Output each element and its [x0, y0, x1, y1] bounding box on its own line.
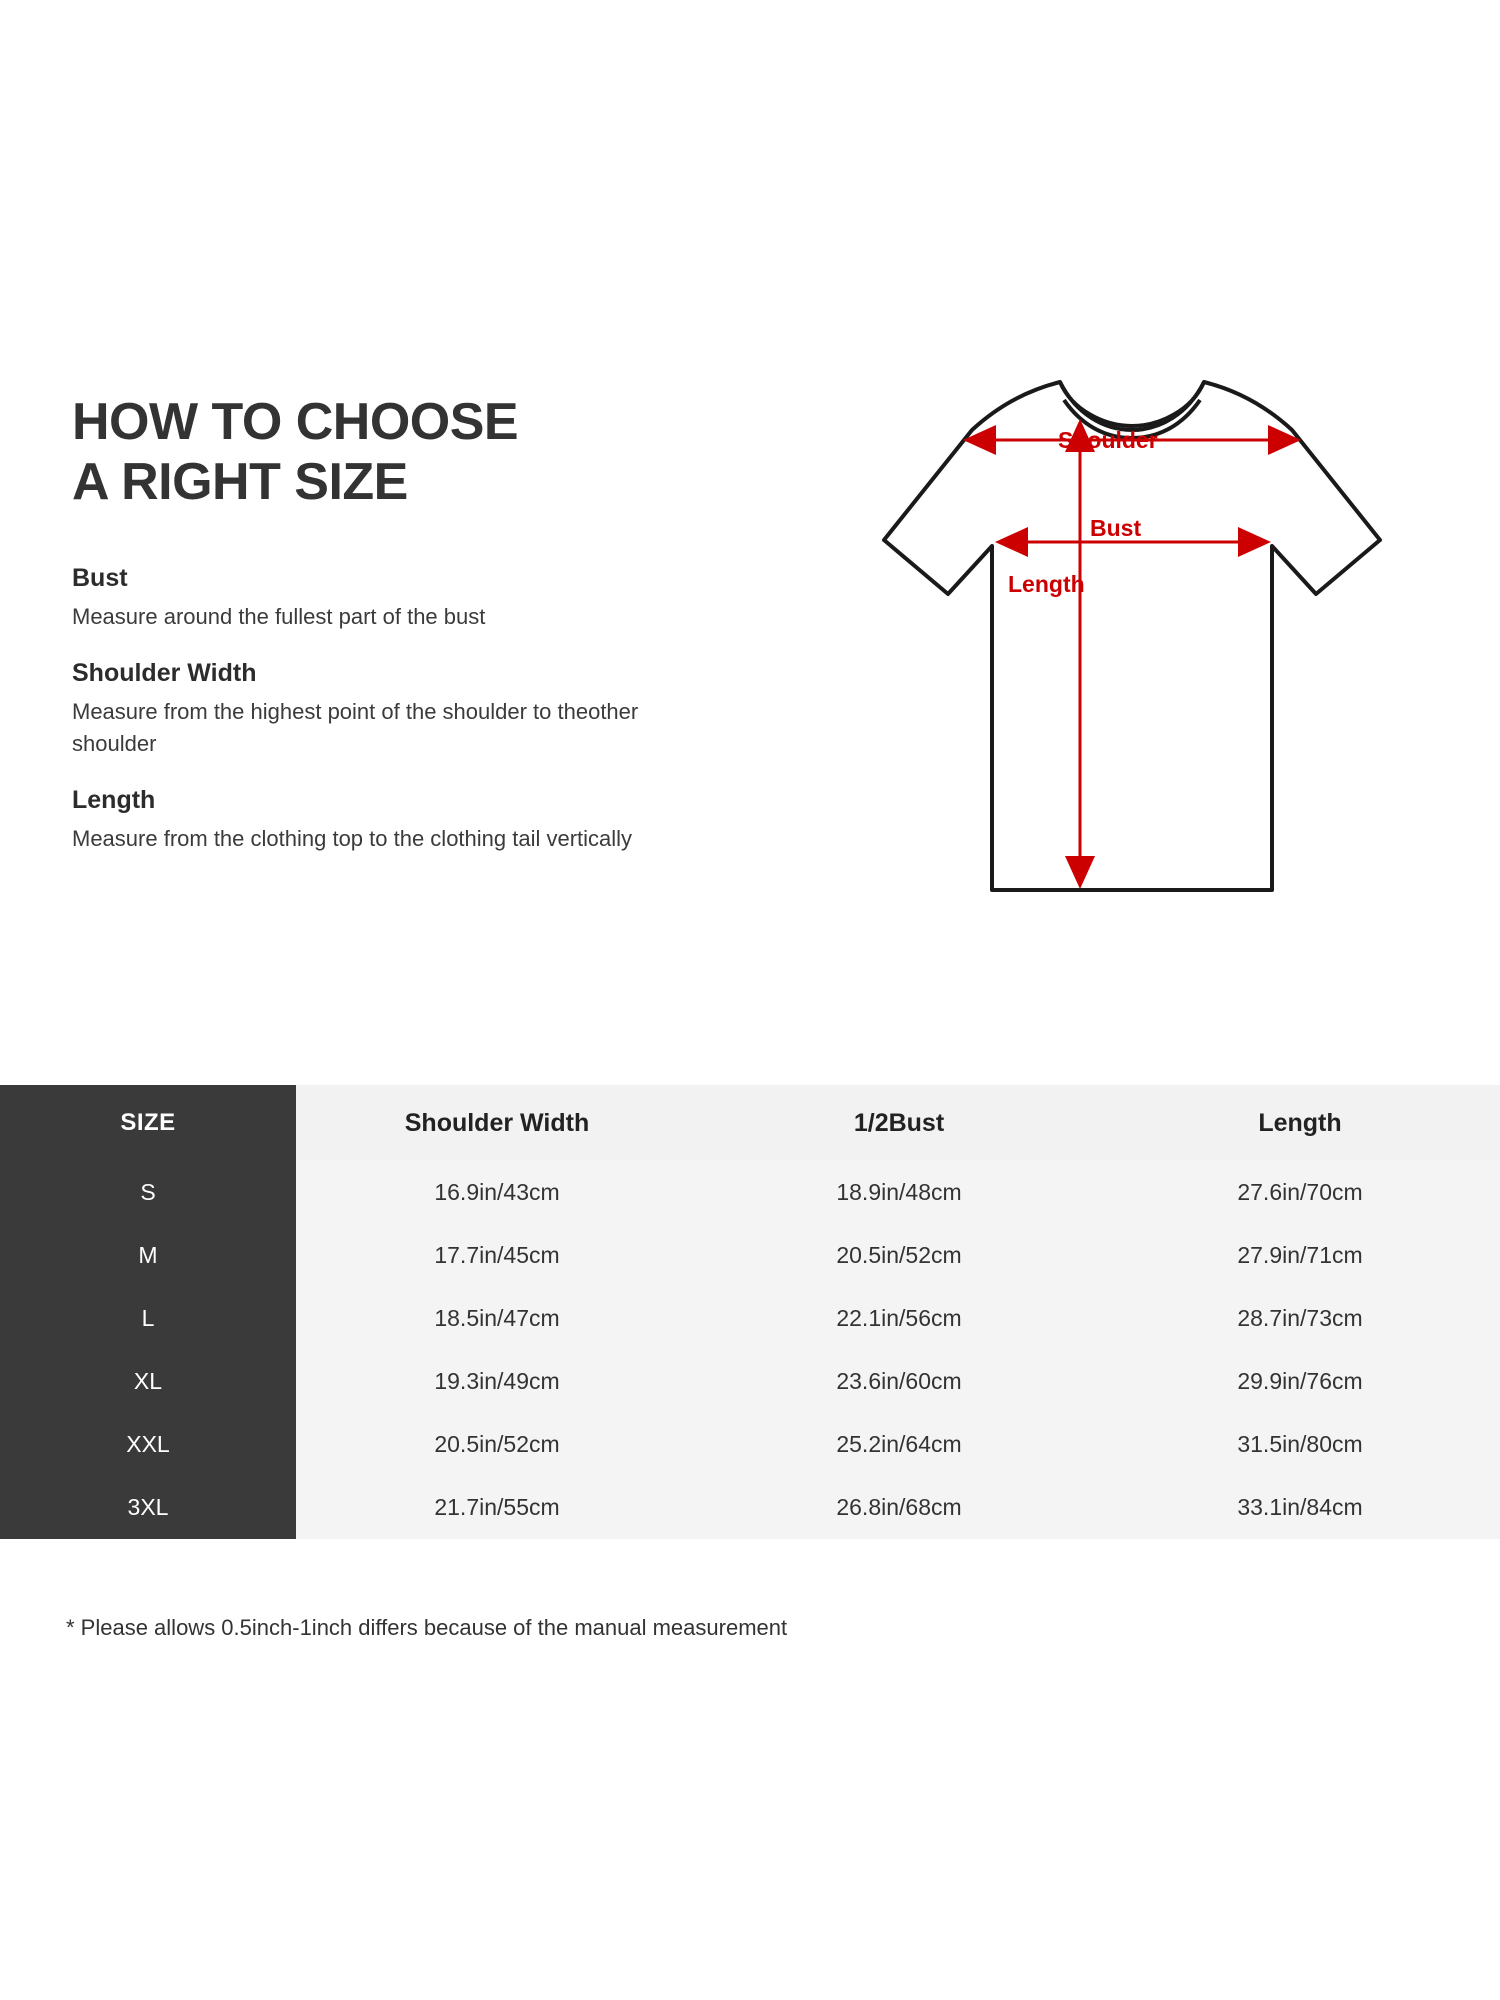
column-header-shoulder-width: Shoulder Width: [296, 1085, 698, 1161]
cell-size: XXL: [0, 1413, 296, 1476]
term-length: [72, 786, 672, 855]
length-label: Length: [1008, 571, 1085, 597]
cell-size: XL: [0, 1350, 296, 1413]
table-header-row: [0, 1085, 1500, 1161]
cell-length: 31.5in/80cm: [1100, 1413, 1500, 1476]
term-shoulder-width-desc: Measure from the highest point of the shoulder to theother shoulder: [72, 699, 639, 756]
cell-shoulder-width: 16.9in/43cm: [296, 1161, 698, 1224]
cell-shoulder-width: 20.5in/52cm: [296, 1413, 698, 1476]
cell-size: L: [0, 1287, 296, 1350]
cell-shoulder-width: 21.7in/55cm: [296, 1476, 698, 1539]
shoulder-label: Shoulder: [1058, 427, 1158, 453]
page-title-line-2: A RIGHT SIZE: [72, 453, 408, 511]
cell-half-bust: 22.1in/56cm: [698, 1287, 1100, 1350]
page-title: [72, 392, 672, 512]
cell-half-bust: 18.9in/48cm: [698, 1161, 1100, 1224]
term-bust-title: Bust: [72, 564, 128, 592]
table-row: [0, 1287, 1500, 1350]
size-chart-table: [0, 1085, 1500, 1539]
page-title-line-1: HOW TO CHOOSE: [72, 393, 519, 451]
tshirt-diagram: [760, 370, 1400, 1030]
cell-length: 27.6in/70cm: [1100, 1161, 1500, 1224]
cell-length: 29.9in/76cm: [1100, 1350, 1500, 1413]
term-bust: [72, 564, 672, 633]
table-row: [0, 1350, 1500, 1413]
term-length-desc: Measure from the clothing top to the clothing tail vertically: [72, 826, 633, 851]
term-length-title: Length: [72, 786, 156, 814]
term-shoulder-width: [72, 659, 672, 760]
bust-label: Bust: [1090, 515, 1142, 541]
cell-shoulder-width: 19.3in/49cm: [296, 1350, 698, 1413]
cell-half-bust: 26.8in/68cm: [698, 1476, 1100, 1539]
table-row: [0, 1161, 1500, 1224]
cell-half-bust: 25.2in/64cm: [698, 1413, 1100, 1476]
column-header-length: Length: [1100, 1085, 1500, 1161]
cell-half-bust: 20.5in/52cm: [698, 1224, 1100, 1287]
table-row: [0, 1224, 1500, 1287]
column-header-size: SIZE: [0, 1085, 296, 1161]
cell-length: 27.9in/71cm: [1100, 1224, 1500, 1287]
cell-length: 33.1in/84cm: [1100, 1476, 1500, 1539]
cell-length: 28.7in/73cm: [1100, 1287, 1500, 1350]
cell-shoulder-width: 18.5in/47cm: [296, 1287, 698, 1350]
cell-size: M: [0, 1224, 296, 1287]
table-row: [0, 1476, 1500, 1539]
tshirt-outline: [884, 382, 1380, 890]
column-header-half-bust: 1/2Bust: [698, 1085, 1100, 1161]
term-bust-desc: Measure around the fullest part of the bust: [72, 604, 486, 629]
cell-size: S: [0, 1161, 296, 1224]
cell-size: 3XL: [0, 1476, 296, 1539]
table-row: [0, 1413, 1500, 1476]
cell-shoulder-width: 17.7in/45cm: [296, 1224, 698, 1287]
term-shoulder-width-title: Shoulder Width: [72, 659, 257, 687]
measurement-instructions: [72, 392, 672, 881]
measurement-footnote: * Please allows 0.5inch-1inch differs because of the manual measurement: [66, 1615, 788, 1640]
cell-half-bust: 23.6in/60cm: [698, 1350, 1100, 1413]
